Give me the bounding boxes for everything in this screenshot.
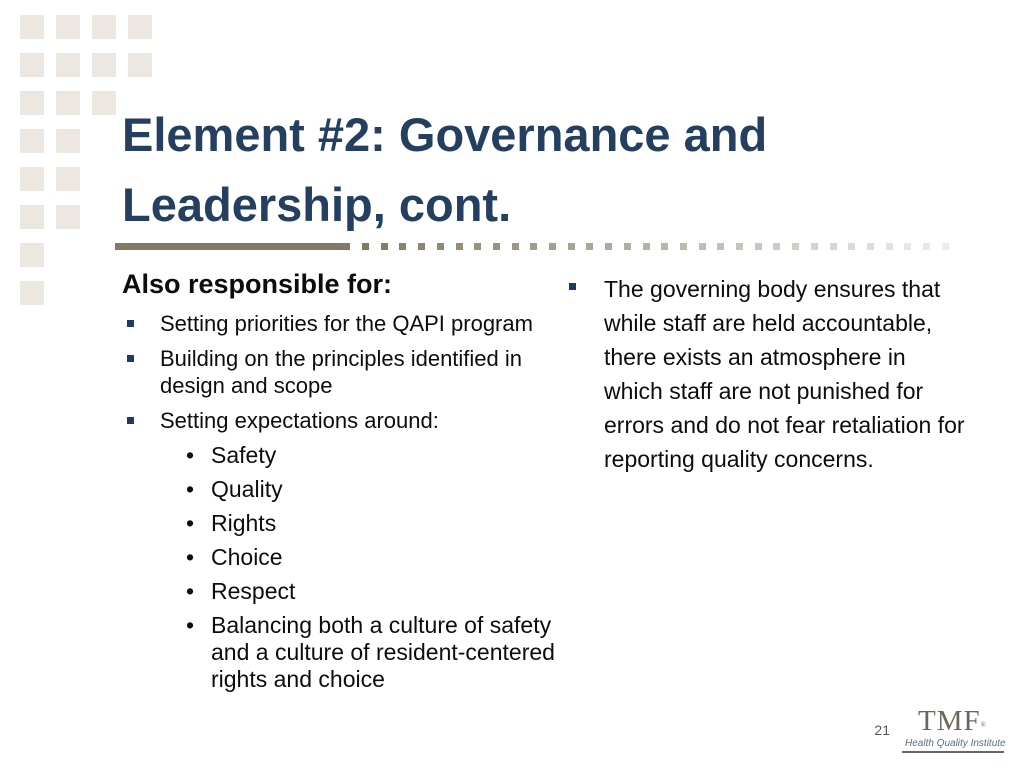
rule-dot: [399, 243, 406, 250]
logo-wordmark: [918, 705, 987, 737]
round-bullet-icon: •: [186, 510, 195, 536]
sub-list-item-text: Balancing both a culture of safety and a culture of resident-centered rights and choice: [211, 612, 555, 692]
rule-dot: [942, 243, 949, 250]
logo-name: TMF: [918, 705, 981, 737]
rule-dot: [418, 243, 425, 250]
rule-dot: [792, 243, 799, 250]
tmf-logo: [902, 705, 1006, 755]
round-bullet-icon: •: [186, 578, 195, 604]
decorative-square: [20, 129, 44, 153]
sub-list-item: [122, 476, 562, 503]
decorative-square: [20, 243, 44, 267]
decorative-square: [56, 53, 80, 77]
sub-list-item: [122, 442, 562, 469]
rule-dot: [830, 243, 837, 250]
rule-dot: [699, 243, 706, 250]
list-item-text: Building on the principles identified in design and scope: [160, 346, 523, 398]
page-number: 21: [874, 722, 890, 738]
list-item: [122, 345, 562, 399]
rule-dot: [456, 243, 463, 250]
square-bullet-icon: [127, 355, 134, 362]
decorative-square: [56, 15, 80, 39]
left-column: [122, 266, 562, 700]
rule-dot: [811, 243, 818, 250]
list-item: [566, 272, 966, 476]
rule-dot: [867, 243, 874, 250]
logo-underline: [902, 751, 1004, 753]
decorative-square: [92, 91, 116, 115]
list-item: [122, 407, 562, 434]
decorative-square: [20, 167, 44, 191]
round-bullet-icon: •: [186, 612, 195, 638]
title-underline-solid: [115, 243, 350, 250]
sub-list-item: [122, 612, 562, 693]
sub-list-item-text: Rights: [211, 510, 277, 536]
square-bullet-icon: [127, 417, 134, 424]
title-underline-dotted: [362, 243, 962, 250]
rule-dot: [923, 243, 930, 250]
decorative-square: [56, 167, 80, 191]
sub-list-item-text: Safety: [211, 442, 277, 468]
rule-dot: [605, 243, 612, 250]
sub-list-item: [122, 544, 562, 571]
round-bullet-icon: •: [186, 544, 195, 570]
rule-dot: [717, 243, 724, 250]
decorative-square: [56, 129, 80, 153]
round-bullet-icon: •: [186, 476, 195, 502]
decorative-square: [20, 91, 44, 115]
list-item-text: The governing body ensures that while staff are held accountable, there exists an atmosphere in which staff are not punished for errors and do not fear retaliation for reporting quality concerns.: [604, 276, 965, 472]
rule-dot: [661, 243, 668, 250]
rule-dot: [381, 243, 388, 250]
sub-list-item: [122, 578, 562, 605]
decorative-square: [56, 91, 80, 115]
sub-list-item-text: Choice: [211, 544, 283, 570]
decorative-square: [20, 205, 44, 229]
rule-dot: [680, 243, 687, 250]
decorative-square: [56, 205, 80, 229]
rule-dot: [586, 243, 593, 250]
rule-dot: [530, 243, 537, 250]
round-bullet-icon: •: [186, 442, 195, 468]
square-bullet-icon: [127, 320, 134, 327]
registered-mark: ®: [980, 721, 987, 729]
rule-dot: [624, 243, 631, 250]
right-column: [566, 272, 966, 476]
decorative-square: [128, 15, 152, 39]
rule-dot: [904, 243, 911, 250]
decorative-square: [20, 53, 44, 77]
sub-list-item-text: Quality: [211, 476, 283, 502]
rule-dot: [512, 243, 519, 250]
rule-dot: [643, 243, 650, 250]
rule-dot: [549, 243, 556, 250]
list-item: [122, 310, 562, 337]
rule-dot: [773, 243, 780, 250]
list-item-text: Setting priorities for the QAPI program: [160, 311, 533, 336]
subhead: Also responsible for:: [122, 269, 393, 299]
sub-list-item: [122, 510, 562, 537]
list-item-text: Setting expectations around:: [160, 408, 439, 433]
rule-dot: [755, 243, 762, 250]
rule-dot: [568, 243, 575, 250]
slide-title: Element #2: Governance and Leadership, cont.: [122, 108, 768, 231]
decorative-square: [20, 15, 44, 39]
square-bullet-icon: [569, 283, 576, 290]
logo-tagline: Health Quality Institute: [905, 738, 1006, 749]
rule-dot: [362, 243, 369, 250]
sub-list-item-text: Respect: [211, 578, 296, 604]
rule-dot: [736, 243, 743, 250]
rule-dot: [886, 243, 893, 250]
rule-dot: [493, 243, 500, 250]
rule-dot: [474, 243, 481, 250]
decorative-square: [92, 53, 116, 77]
rule-dot: [848, 243, 855, 250]
decorative-square: [92, 15, 116, 39]
decorative-square: [128, 53, 152, 77]
decorative-square: [20, 281, 44, 305]
rule-dot: [437, 243, 444, 250]
